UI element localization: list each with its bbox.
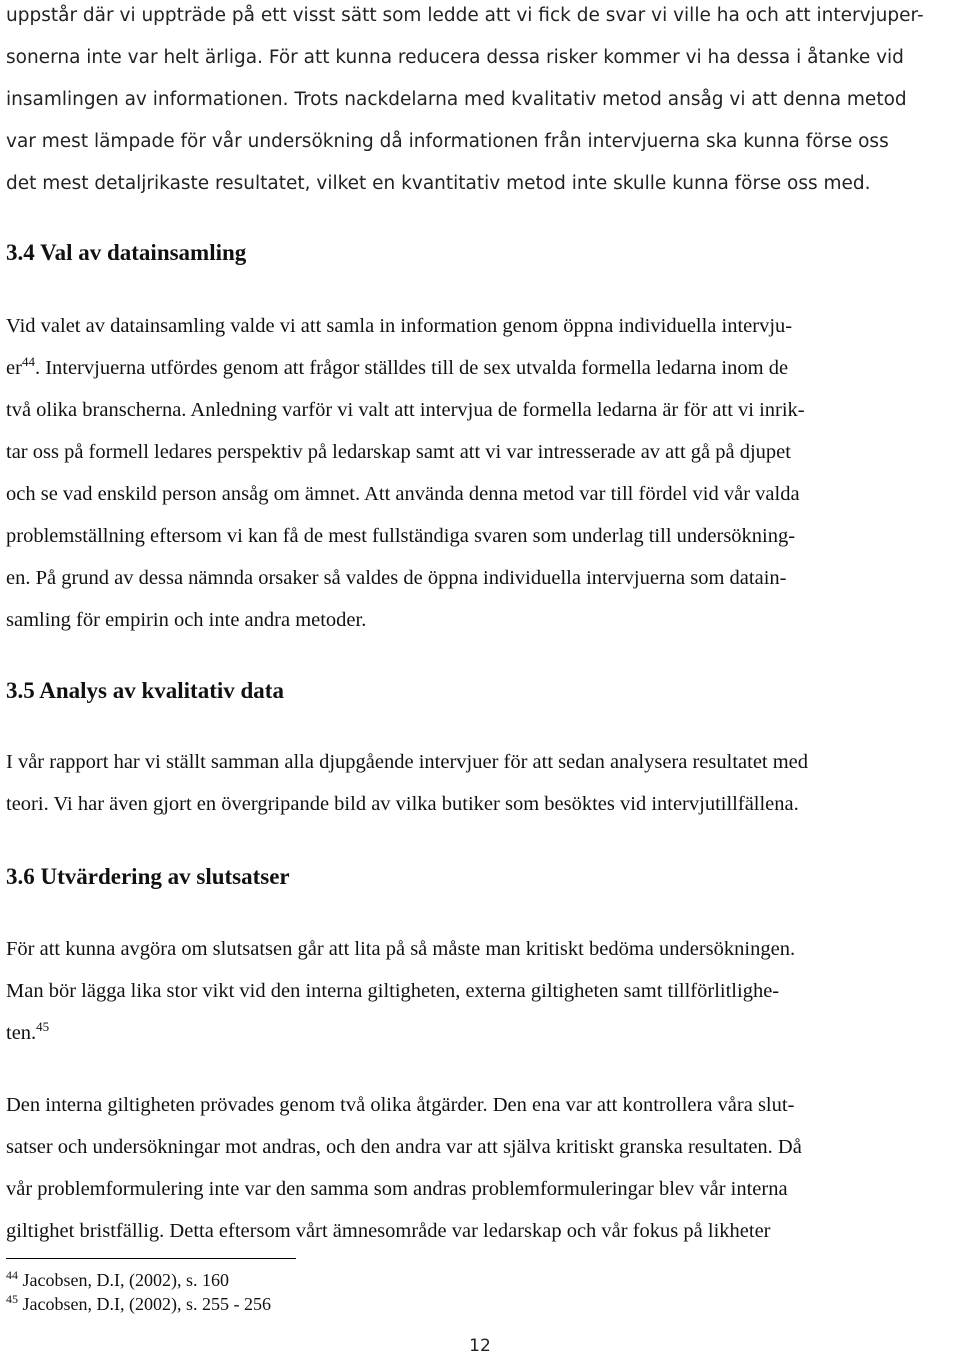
paragraph-line: samling för empirin och inte andra metoder. xyxy=(6,609,367,631)
footnote-ref-44[interactable]: 44 xyxy=(21,354,35,370)
paragraph-line: I vår rapport har vi ställt samman alla djupgående intervjuer för att sedan analysera resultatet med xyxy=(6,751,809,773)
paragraph-line: en. På grund av dessa nämnda orsaker så valdes de öppna individuella intervjuerna som datain- xyxy=(6,567,787,589)
footnote-text: Jacobsen, D.I, (2002), s. 255 - 256 xyxy=(22,1294,271,1314)
page-number: 12 xyxy=(469,1336,491,1356)
section-heading-3-5: 3.5 Analys av kvalitativ data xyxy=(6,678,284,703)
paragraph-line: giltighet bristfällig. Detta eftersom vårt ämnesområde var ledarskap och vår fokus på likheter xyxy=(6,1220,771,1242)
line-text: . Intervjuerna utfördes genom att frågor ställdes till de sex utvalda formella ledarna inom de xyxy=(34,357,789,379)
footnote-44 xyxy=(6,1268,956,1292)
paragraph-line: Den interna giltigheten prövades genom två olika åtgärder. Den ena var att kontrollera våra slut- xyxy=(6,1094,795,1116)
paragraph-line: vår problemformulering inte var den samma som andras problemformuleringar blev vår interna xyxy=(6,1178,788,1200)
footnote-number: 45 xyxy=(6,1292,18,1306)
paragraph-line: insamlingen av informationen. Trots nackdelarna med kvalitativ metod ansåg vi att denna metod xyxy=(6,89,907,110)
footnote-separator xyxy=(6,1258,296,1259)
footnotes xyxy=(6,1268,956,1316)
paragraph-line: sonerna inte var helt ärliga. För att kunna reducera dessa risker kommer vi ha dessa i åtanke vid xyxy=(6,47,904,68)
paragraph-line: det mest detaljrikaste resultatet, vilket en kvantitativ metod inte skulle kunna förse oss med. xyxy=(6,173,871,194)
section-3-4-body xyxy=(6,305,956,641)
paragraph-line: tar oss på formell ledares perspektiv på ledarskap samt att vi var intresserade av att gå på djupet xyxy=(6,441,791,463)
paragraph-line: var mest lämpade för vår undersökning då informationen från intervjuerna ska kunna förse oss xyxy=(6,131,889,152)
paragraph-line: uppstår där vi uppträde på ett visst sätt som ledde att vi fick de svar vi ville ha och att intervjuper- xyxy=(6,5,924,26)
footnote-45 xyxy=(6,1292,956,1316)
paragraph-line: två olika branscherna. Anledning varför vi valt att intervjua de formella ledarna är för att vi inrik- xyxy=(6,399,805,421)
paragraph-line: För att kunna avgöra om slutsatsen går att lita på så måste man kritiskt bedöma undersökningen. xyxy=(6,938,796,960)
section-3-6-paragraph-2 xyxy=(6,1084,956,1252)
paragraph-line: Man bör lägga lika stor vikt vid den interna giltigheten, externa giltigheten samt tillförlitlighe- xyxy=(6,980,780,1002)
footnote-text: Jacobsen, D.I, (2002), s. 160 xyxy=(22,1270,229,1290)
section-3-5-body xyxy=(6,741,956,825)
section-heading-3-6: 3.6 Utvärdering av slutsatser xyxy=(6,864,290,889)
paragraph-line: Vid valet av datainsamling valde vi att samla in information genom öppna individuella intervju- xyxy=(6,315,793,337)
paragraph-line xyxy=(6,347,956,389)
paragraph-line: och se vad enskild person ansåg om ämnet. Att använda denna metod var till fördel vid vår valda xyxy=(6,483,800,505)
footnote-number: 44 xyxy=(6,1268,18,1282)
paragraph-line: teori. Vi har även gjort en övergripande bild av vilka butiker som besöktes vid intervjutillfällena. xyxy=(6,793,799,815)
paragraph-line xyxy=(6,1012,956,1054)
section-3-6-paragraph-1 xyxy=(6,928,956,1054)
intro-paragraph xyxy=(6,0,956,205)
line-text: ten. xyxy=(6,1022,37,1044)
footnote-ref-45[interactable]: 45 xyxy=(36,1019,50,1035)
paragraph-line: satser och undersökningar mot andras, och den andra var att själva kritiskt granska resultaten. Då xyxy=(6,1136,802,1158)
paragraph-line: problemställning eftersom vi kan få de mest fullständiga svaren som underlag till undersökning- xyxy=(6,525,796,547)
section-heading-3-4: 3.4 Val av datainsamling xyxy=(6,240,247,265)
line-text: er xyxy=(6,357,22,379)
